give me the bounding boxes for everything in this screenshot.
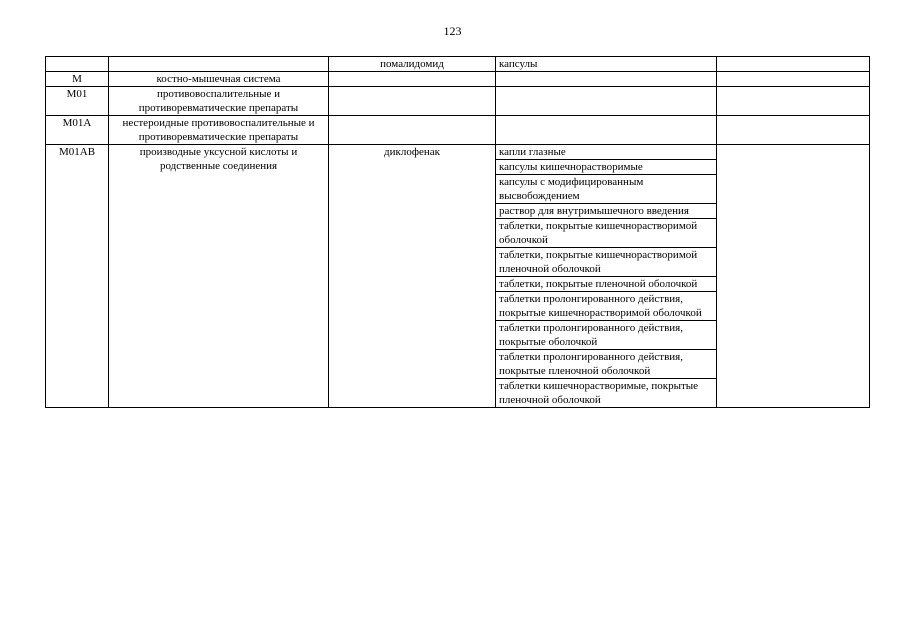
atc-code-cell: M01AB	[46, 145, 109, 408]
extra-cell	[717, 145, 870, 408]
dosage-form-cell	[496, 116, 717, 145]
table-row	[46, 57, 870, 72]
atc-code-cell: M01	[46, 87, 109, 116]
drug-table	[45, 56, 870, 408]
dosage-form-cell	[496, 72, 717, 87]
dosage-form-cell	[496, 87, 717, 116]
dosage-form-cell: капсулы	[496, 57, 717, 72]
drug-name-cell	[329, 116, 496, 145]
extra-cell	[717, 87, 870, 116]
dosage-forms-list	[496, 145, 717, 408]
dosage-form-item: капсулы с модифицированным высвобождением	[496, 175, 716, 204]
dosage-form-item: раствор для внутримышечного введения	[496, 204, 716, 219]
dosage-form-item: капсулы кишечнорастворимые	[496, 160, 716, 175]
dosage-form-item: таблетки, покрытые кишечнорастворимой пленочной оболочкой	[496, 248, 716, 277]
atc-code-cell: M	[46, 72, 109, 87]
table-row	[46, 72, 870, 87]
table-row	[46, 145, 870, 408]
group-name-cell	[109, 57, 329, 72]
drug-name-cell	[329, 72, 496, 87]
atc-code-cell: M01A	[46, 116, 109, 145]
dosage-form-item: таблетки, покрытые кишечнорастворимой оболочкой	[496, 219, 716, 248]
dosage-form-item: таблетки, покрытые пленочной оболочкой	[496, 277, 716, 292]
dosage-form-item: капли глазные	[496, 145, 716, 160]
dosage-form-item: таблетки пролонгированного действия, покрытые кишечнорастворимой оболочкой	[496, 292, 716, 321]
group-name-cell: производные уксусной кислоты и родственные соединения	[109, 145, 329, 408]
extra-cell	[717, 72, 870, 87]
dosage-form-item: таблетки пролонгированного действия, покрытые пленочной оболочкой	[496, 350, 716, 379]
dosage-form-item: таблетки кишечнорастворимые, покрытые пленочной оболочкой	[499, 380, 699, 406]
dosage-form-item: таблетки пролонгированного действия, покрытые оболочкой	[496, 321, 716, 350]
extra-cell	[717, 116, 870, 145]
drug-name-cell	[329, 87, 496, 116]
extra-cell	[717, 57, 870, 72]
group-name-cell: противовоспалительные и противоревматические препараты	[109, 87, 329, 116]
group-name-cell: нестероидные противовоспалительные и противоревматические препараты	[109, 116, 329, 145]
drug-name-cell: диклофенак	[329, 145, 496, 408]
group-name-cell: костно-мышечная система	[109, 72, 329, 87]
page-number: 123	[443, 24, 462, 38]
table-row	[46, 87, 870, 116]
drug-name-cell: помалидомид	[329, 57, 496, 72]
atc-code-cell	[46, 57, 109, 72]
table-row	[46, 116, 870, 145]
